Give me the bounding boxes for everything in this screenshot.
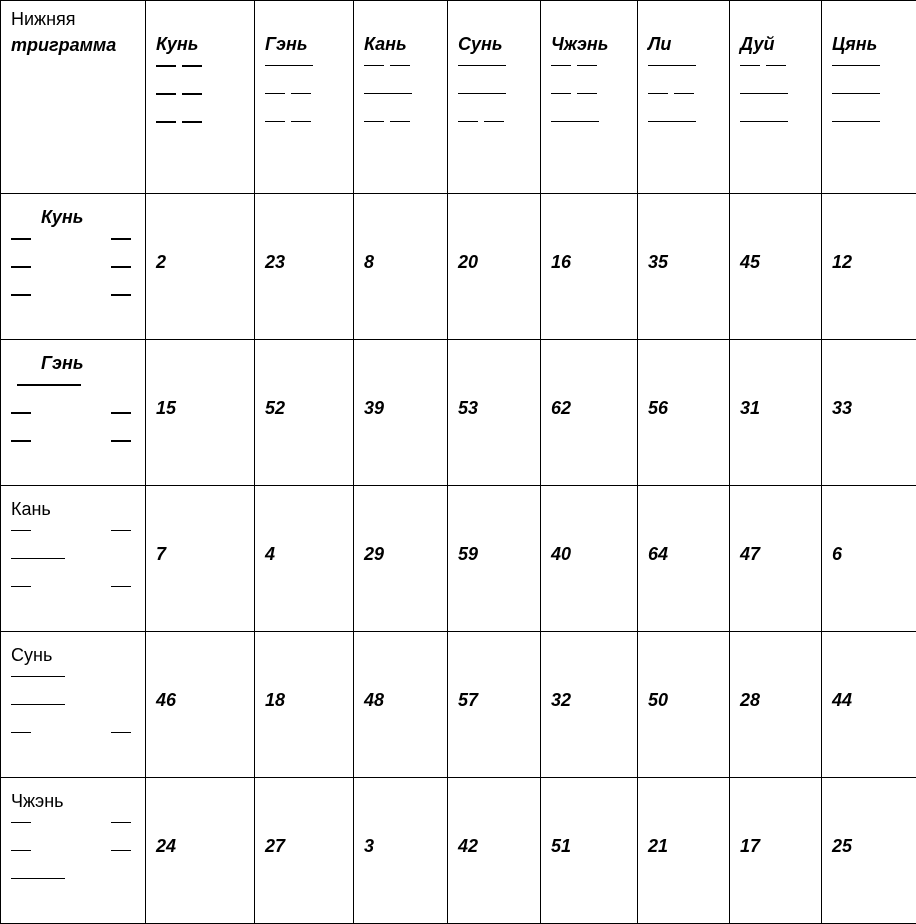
- broken-line: [11, 822, 135, 850]
- row-header: [1, 340, 146, 486]
- hexagram-number: 25: [822, 778, 916, 857]
- table-cell: [822, 340, 916, 486]
- hexagram-number: 45: [730, 194, 821, 273]
- trigram-lines: [648, 65, 719, 149]
- broken-line: [551, 93, 627, 121]
- column-header: [822, 1, 916, 194]
- hexagram-number: 31: [730, 340, 821, 419]
- trigram-lines: [458, 65, 530, 149]
- broken-line: [156, 121, 244, 149]
- table-cell: [146, 340, 255, 486]
- hexagram-number: 35: [638, 194, 729, 273]
- table-cell: [730, 632, 822, 778]
- hexagram-number: 16: [541, 194, 637, 273]
- trigram-lines: [364, 65, 437, 149]
- hexagram-number: 20: [448, 194, 540, 273]
- hexagram-number: 53: [448, 340, 540, 419]
- table-cell: [354, 778, 448, 924]
- column-header: [730, 1, 822, 194]
- solid-line: [11, 704, 135, 732]
- table-cell: [541, 486, 638, 632]
- table-cell: [255, 778, 354, 924]
- hexagram-number: 4: [255, 486, 353, 565]
- column-label: Кунь: [156, 31, 244, 57]
- solid-line: [551, 121, 627, 149]
- corner-label-line1: Нижняя: [11, 6, 135, 32]
- column-label: Сунь: [458, 31, 530, 57]
- table-cell: [448, 194, 541, 340]
- table-cell: [730, 486, 822, 632]
- hexagram-number: 12: [822, 194, 916, 273]
- solid-line: [458, 65, 530, 93]
- table-cell: [255, 632, 354, 778]
- corner-label-line2: триграмма: [11, 32, 135, 58]
- solid-line: [11, 878, 135, 906]
- table-cell: [255, 194, 354, 340]
- table-cell: [730, 340, 822, 486]
- hexagram-number: 21: [638, 778, 729, 857]
- table-cell: [638, 194, 730, 340]
- row-label: Кань: [11, 496, 135, 522]
- table-row: [1, 632, 916, 778]
- table-cell: [541, 778, 638, 924]
- column-label: Чжэнь: [551, 31, 627, 57]
- broken-line: [11, 586, 135, 614]
- table-cell: [638, 340, 730, 486]
- table-row: [1, 778, 916, 924]
- broken-line: [648, 93, 719, 121]
- column-header: [541, 1, 638, 194]
- row-header: [1, 778, 146, 924]
- trigram-lines: [740, 65, 811, 149]
- table-cell: [822, 632, 916, 778]
- solid-line: [265, 65, 343, 93]
- column-label: Ли: [648, 31, 719, 57]
- trigram-lines: [156, 65, 244, 149]
- column-header: [638, 1, 730, 194]
- broken-line: [11, 238, 135, 266]
- solid-line: [11, 558, 135, 586]
- hexagram-number: 57: [448, 632, 540, 711]
- hexagram-number: 52: [255, 340, 353, 419]
- solid-line: [832, 93, 906, 121]
- table-cell: [638, 486, 730, 632]
- table-cell: [541, 632, 638, 778]
- trigram-lines: [551, 65, 627, 149]
- hexagram-number: 56: [638, 340, 729, 419]
- trigram-lines: [832, 65, 906, 149]
- broken-line: [11, 850, 135, 878]
- hexagram-number: 29: [354, 486, 447, 565]
- broken-line: [551, 65, 627, 93]
- column-label: Гэнь: [265, 31, 343, 57]
- broken-line: [11, 732, 135, 760]
- hexagram-number: 3: [354, 778, 447, 857]
- table-cell: [354, 632, 448, 778]
- broken-line: [11, 294, 135, 322]
- trigram-lines: [11, 676, 135, 760]
- hexagram-number: 17: [730, 778, 821, 857]
- trigram-lines: [11, 238, 135, 322]
- hexagram-number: 64: [638, 486, 729, 565]
- solid-line: [740, 121, 811, 149]
- column-header: [448, 1, 541, 194]
- table-row: [1, 486, 916, 632]
- table-cell: [354, 340, 448, 486]
- solid-line: [832, 121, 906, 149]
- table-cell: [448, 632, 541, 778]
- table-cell: [822, 194, 916, 340]
- table-cell: [146, 778, 255, 924]
- hexagram-number: 15: [146, 340, 254, 419]
- row-header: [1, 632, 146, 778]
- table-cell: [638, 632, 730, 778]
- solid-line: [648, 65, 719, 93]
- hexagram-number: 44: [822, 632, 916, 711]
- table-cell: [638, 778, 730, 924]
- table-cell: [730, 194, 822, 340]
- table-cell: [146, 486, 255, 632]
- broken-line: [11, 266, 135, 294]
- hexagram-number: 18: [255, 632, 353, 711]
- hexagram-number: 24: [146, 778, 254, 857]
- row-label: Кунь: [11, 204, 135, 230]
- table-cell: [541, 194, 638, 340]
- table-cell: [448, 778, 541, 924]
- column-label: Дуй: [740, 31, 811, 57]
- column-header: [255, 1, 354, 194]
- hexagram-number: 6: [822, 486, 916, 565]
- column-label: Цянь: [832, 31, 906, 57]
- hexagram-number: 46: [146, 632, 254, 711]
- trigram-lines: [11, 530, 135, 614]
- table-cell: [146, 194, 255, 340]
- hexagram-number: 48: [354, 632, 447, 711]
- hexagram-number: 27: [255, 778, 353, 857]
- hexagram-number: 42: [448, 778, 540, 857]
- solid-line: [648, 121, 719, 149]
- solid-line: [364, 93, 437, 121]
- hexagram-number: 7: [146, 486, 254, 565]
- table-cell: [146, 632, 255, 778]
- table-cell: [255, 340, 354, 486]
- table-cell: [541, 340, 638, 486]
- row-label: Гэнь: [11, 350, 135, 376]
- hexagram-number: 33: [822, 340, 916, 419]
- broken-line: [11, 530, 135, 558]
- row-label: Сунь: [11, 642, 135, 668]
- solid-line: [458, 93, 530, 121]
- row-header: [1, 486, 146, 632]
- broken-line: [265, 121, 343, 149]
- hexagram-number: 59: [448, 486, 540, 565]
- hexagram-number: 32: [541, 632, 637, 711]
- hexagram-number: 50: [638, 632, 729, 711]
- hexagram-number: 23: [255, 194, 353, 273]
- table-cell: [255, 486, 354, 632]
- table-cell: [448, 486, 541, 632]
- hexagram-number: 8: [354, 194, 447, 273]
- trigram-lines: [11, 822, 135, 906]
- hexagram-number: 62: [541, 340, 637, 419]
- table-cell: [448, 340, 541, 486]
- column-header: [354, 1, 448, 194]
- broken-line: [156, 65, 244, 93]
- row-header: [1, 194, 146, 340]
- table-row: [1, 194, 916, 340]
- table-cell: [354, 194, 448, 340]
- table-cell: [822, 486, 916, 632]
- broken-line: [265, 93, 343, 121]
- broken-line: [458, 121, 530, 149]
- table-cell: [354, 486, 448, 632]
- trigram-lines: [11, 384, 135, 468]
- column-label: Кань: [364, 31, 437, 57]
- trigram-lines: [265, 65, 343, 149]
- broken-line: [740, 65, 811, 93]
- column-header: [146, 1, 255, 194]
- hexagram-number: 28: [730, 632, 821, 711]
- broken-line: [364, 65, 437, 93]
- table-cell: [822, 778, 916, 924]
- header-row: [1, 1, 916, 194]
- row-label: Чжэнь: [11, 788, 135, 814]
- solid-line: [11, 676, 135, 704]
- broken-line: [11, 440, 135, 468]
- hexagram-number: 47: [730, 486, 821, 565]
- table-cell: [730, 778, 822, 924]
- solid-line: [740, 93, 811, 121]
- hexagram-number: 40: [541, 486, 637, 565]
- corner-cell: [1, 1, 146, 194]
- hexagram-number: 2: [146, 194, 254, 273]
- hexagram-number: 51: [541, 778, 637, 857]
- hexagram-number: 39: [354, 340, 447, 419]
- broken-line: [156, 93, 244, 121]
- broken-line: [11, 412, 135, 440]
- solid-line: [832, 65, 906, 93]
- solid-line: [11, 384, 135, 412]
- table-row: [1, 340, 916, 486]
- broken-line: [364, 121, 437, 149]
